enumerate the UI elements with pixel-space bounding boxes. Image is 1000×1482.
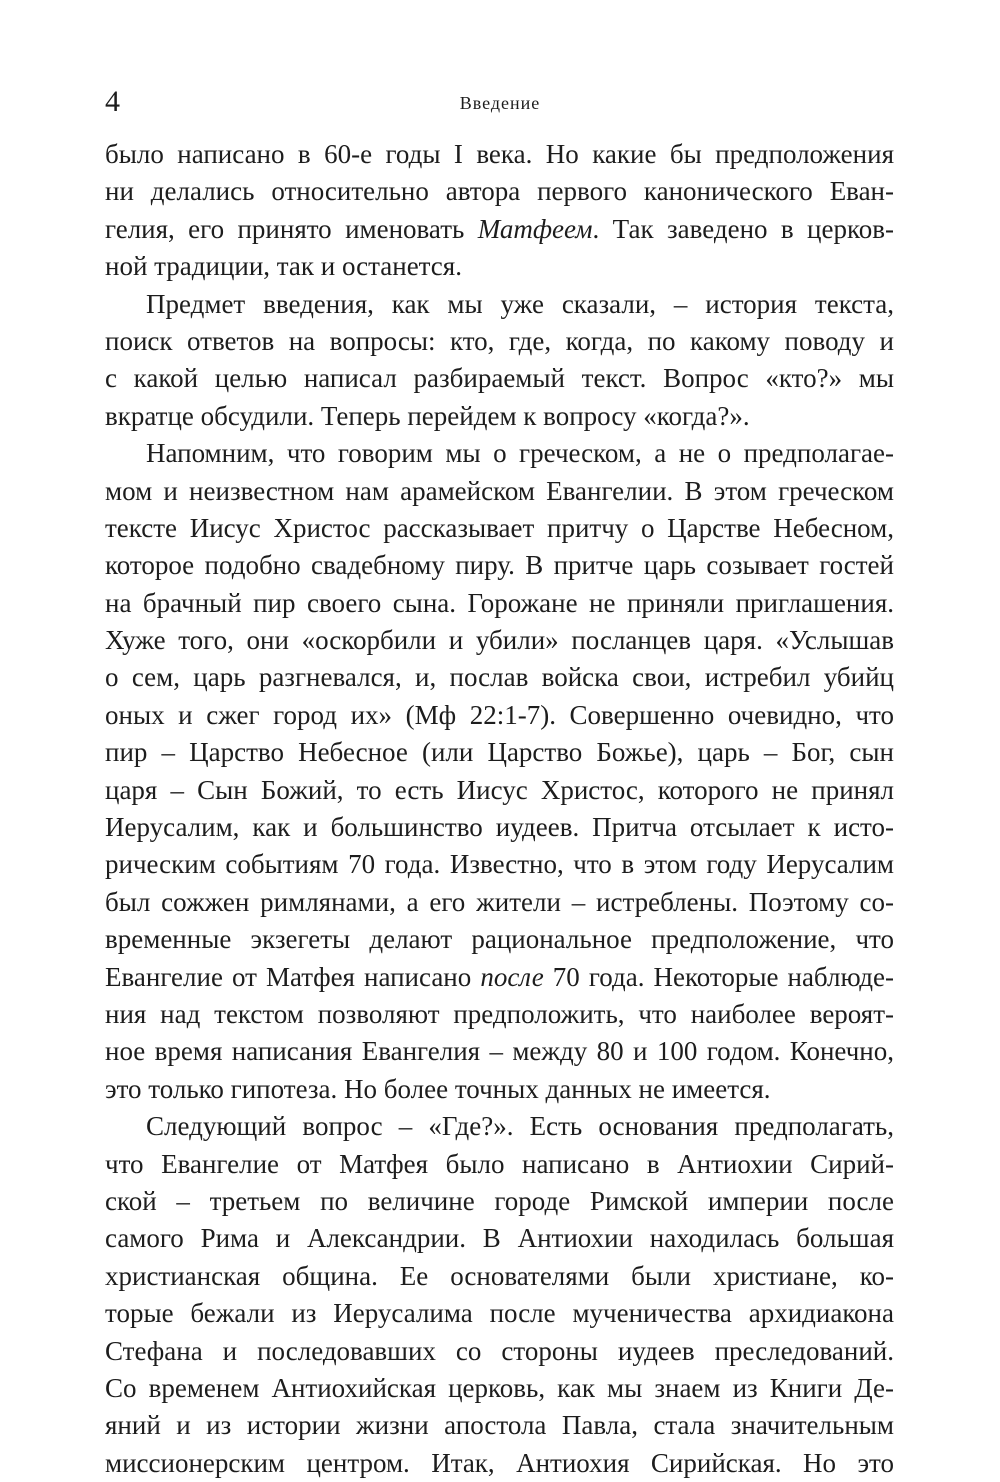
text-run: торые бежали из Иерусалима после мученичества архидиакона	[105, 1298, 894, 1329]
text-run: вкратце обсудили. Теперь перейдем к вопросу «когда?».	[105, 400, 750, 431]
text-line	[105, 1146, 894, 1183]
paragraph	[105, 1108, 894, 1482]
text-line	[105, 1033, 894, 1070]
text-line	[105, 510, 894, 547]
text-line	[105, 1333, 894, 1370]
text-line	[105, 1370, 894, 1407]
text-line	[105, 1445, 894, 1482]
text-line	[105, 473, 894, 510]
text-run: ное время написания Евангелия – между 80 и 100 годом. Конечно,	[105, 1036, 894, 1067]
text-line	[105, 996, 894, 1033]
text-line	[105, 136, 894, 173]
text-run: гелия, его принято именовать	[105, 213, 478, 244]
text-run: ни делались относительно автора первого канонического Еван-	[105, 176, 894, 207]
paragraph	[105, 286, 894, 436]
text-line	[105, 211, 894, 248]
text-run: Напомним, что говорим мы о греческом, а не о предполагае-	[146, 438, 894, 469]
text-line	[105, 173, 894, 210]
text-run: было написано в 60-е годы I века. Но какие бы предположения	[105, 139, 894, 169]
text-line	[105, 959, 894, 996]
paragraph	[105, 136, 894, 286]
text-line	[105, 809, 894, 846]
text-run: царя – Сын Божий, то есть Иисус Христос, которого не принял	[105, 774, 894, 805]
text-line	[105, 622, 894, 659]
text-run: Хуже того, они «оскорбили и убили» посланцев царя. «Услышав	[105, 625, 894, 656]
text-line	[105, 286, 894, 323]
text-line	[105, 398, 894, 435]
text-line	[105, 585, 894, 622]
text-run: Евангелие от Матфея написано	[105, 961, 481, 992]
text-run: Предмет введения, как мы уже сказали, – история текста,	[146, 288, 894, 319]
text-run: что Евангелие от Матфея было написано в Антиохии Сирий-	[105, 1148, 894, 1179]
text-run: оных и сжег город их» (Мф 22:1-7). Совершенно очевидно, что	[105, 699, 894, 730]
paragraph	[105, 435, 894, 1108]
text-run: Иерусалим, как и большинство иудеев. Притча отсылает к исто-	[105, 812, 894, 843]
text-run: о сем, царь разгневался, и, послав войска свои, истребил убийц	[105, 662, 894, 693]
text-line	[105, 1407, 894, 1444]
text-line	[105, 884, 894, 921]
text-line	[105, 659, 894, 696]
text-run: временные экзегеты делают рациональное предположение, что	[105, 924, 894, 955]
text-run: на брачный пир своего сына. Горожане не приняли приглашения.	[105, 587, 894, 618]
text-line	[105, 547, 894, 584]
text-line	[105, 772, 894, 809]
text-run: был сожжен римлянами, а его жители – истреблены. Поэтому со-	[105, 886, 894, 917]
text-line	[105, 1108, 894, 1145]
text-run: рическим событиям 70 года. Известно, что в этом году Иерусалим	[105, 849, 894, 880]
text-run: самого Рима и Александрии. В Антиохии находилась большая	[105, 1223, 894, 1254]
text-run: тексте Иисус Христос рассказывает притчу о Царстве Небесном,	[105, 512, 894, 543]
text-run: ния над текстом позволяют предположить, что наиболее вероят-	[105, 998, 894, 1029]
text-run: пир – Царство Небесное (или Царство Божье), царь – Бог, сын	[105, 737, 894, 768]
text-run: которое подобно свадебному пиру. В притче царь созывает гостей	[105, 550, 894, 581]
text-line	[105, 435, 894, 472]
text-run: . Так заведено в церков-	[592, 213, 894, 244]
text-run: ной традиции, так и останется.	[105, 251, 462, 282]
text-line	[105, 323, 894, 360]
text-line	[105, 248, 894, 285]
text-line	[105, 1183, 894, 1220]
text-run: Следующий вопрос – «Где?». Есть основания предполагать,	[146, 1111, 894, 1142]
text-run: 70 года. Некоторые наблюде-	[543, 961, 894, 992]
text-run: ской – третьем по величине городе Римской империи после	[105, 1185, 894, 1216]
text-line	[105, 1295, 894, 1332]
text-run: поиск ответов на вопросы: кто, где, когда, по какому поводу и	[105, 325, 894, 356]
text-run: это только гипотеза. Но более точных данных не имеется.	[105, 1073, 771, 1104]
text-run: христианская община. Ее основателями были христиане, ко-	[105, 1260, 894, 1291]
text-line	[105, 1258, 894, 1295]
text-line	[105, 1071, 894, 1108]
page-header	[0, 84, 1000, 120]
text-run: Со временем Антиохийская церковь, как мы знаем из Книги Де-	[105, 1372, 894, 1403]
italic-text: Матфеем	[477, 213, 593, 244]
text-line	[105, 921, 894, 958]
running-head: Введение	[459, 93, 541, 113]
text-line	[105, 734, 894, 771]
text-line	[105, 846, 894, 883]
text-run: миссионерским центром. Итак, Антиохия Сирийская. Но это	[105, 1447, 894, 1478]
text-run: мом и неизвестном нам арамейском Евангелии. В этом греческом	[105, 475, 894, 506]
text-run: с какой целью написал разбираемый текст. Вопрос «кто?» мы	[105, 363, 894, 394]
page-number: 4	[105, 85, 120, 118]
text-run: яний и из истории жизни апостола Павла, стала значительным	[105, 1410, 894, 1441]
body-text	[105, 136, 894, 1482]
text-line	[105, 1220, 894, 1257]
text-line	[105, 697, 894, 734]
italic-text: после	[480, 961, 544, 992]
text-line	[105, 360, 894, 397]
text-run: Стефана и последовавших со стороны иудеев преследований.	[105, 1335, 894, 1366]
